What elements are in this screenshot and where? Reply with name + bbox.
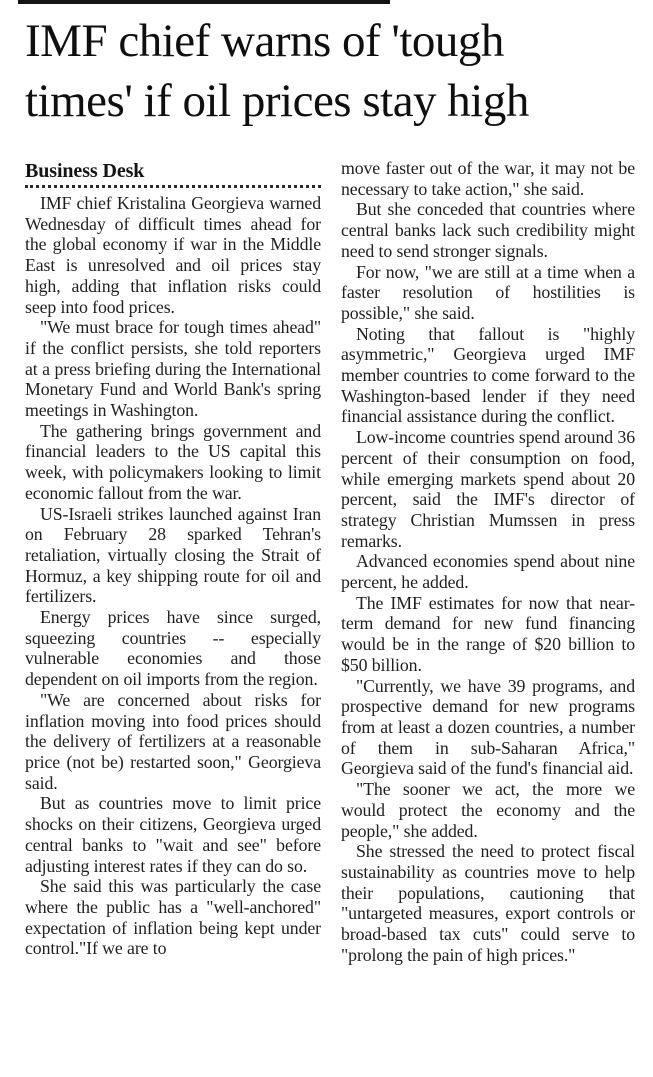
article-paragraph: IMF chief Kristalina Georgieva warned Wednesday of difficult times ahead for the global economy if war in the Middle East is unresolved and oil prices stay high, adding that inflation risks could seep into food prices. — [25, 193, 321, 317]
article-paragraph: She said this was particularly the case where the public has a "well-anchored" expectation of inflation being kept under control."If we are to — [25, 876, 321, 959]
article-paragraph: But she conceded that countries where central banks lack such credibility might need to send stronger signals. — [341, 199, 635, 261]
article-paragraph: She stressed the need to protect fiscal sustainability as countries move to help their populations, cautioning that "untargeted measures, export controls or broad-based tax cuts" could serve to "prolong the pain of high prices." — [341, 841, 635, 965]
article-headline — [25, 11, 640, 131]
article-paragraph: The IMF estimates for now that near-term demand for new fund financing would be in the range of $20 billion to $50 billion. — [341, 592, 635, 675]
article-paragraph: Noting that fallout is "highly asymmetric," Georgieva urged IMF member countries to come forward to the Washington-based lender if they need financial assistance during the conflict. — [341, 323, 635, 427]
left-column-paragraphs — [25, 193, 321, 959]
article-paragraph: "We are concerned about risks for inflation moving into food prices should the delivery of fertilizers at a reasonable price (not be) restarted soon," Georgieva said. — [25, 689, 321, 793]
article-paragraph: Energy prices have since surged, squeezing countries -- especially vulnerable economies and those dependent on oil imports from the region. — [25, 607, 321, 690]
headline-line: IMF chief warns of 'tough — [25, 15, 504, 67]
top-rule — [18, 0, 390, 4]
article-paragraph: But as countries move to limit price shocks on their citizens, Georgieva urged central banks to "wait and see" before adjusting interest rates if they can do so. — [25, 793, 321, 876]
article-paragraph: US-Israeli strikes launched against Iran on February 28 sparked Tehran's retaliation, virtually closing the Strait of Hormuz, a key shipping route for oil and fertilizers. — [25, 503, 321, 607]
article-paragraph: The gathering brings government and financial leaders to the US capital this week, with policymakers looking to limit economic fallout from the war. — [25, 420, 321, 503]
article-paragraph: "The sooner we act, the more we would protect the economy and the people," she added. — [341, 779, 635, 841]
right-column-paragraphs — [341, 158, 635, 965]
article-paragraph: move faster out of the war, it may not be necessary to take action," she said. — [341, 158, 635, 199]
article-column-right — [341, 158, 635, 965]
article-paragraph: "We must brace for tough times ahead" if the conflict persists, she told reporters at a press briefing during the International Monetary Fund and World Bank's spring meetings in Washington. — [25, 317, 321, 421]
article-paragraph: Low-income countries spend around 36 percent of their consumption on food, while emerging markets spend about 20 percent, said the IMF's director of strategy Christian Mumssen in press remarks. — [341, 427, 635, 551]
article-paragraph: "Currently, we have 39 programs, and prospective demand for new programs from at least a dozen countries, a number of them in sub-Saharan Africa," Georgieva said of the fund's financial aid. — [341, 675, 635, 779]
byline: Business Desk — [25, 160, 321, 188]
article-paragraph: Advanced economies spend about nine percent, he added. — [341, 551, 635, 593]
headline-line: times' if oil prices stay high — [25, 75, 529, 127]
article-paragraph: For now, "we are still at a time when a faster resolution of hostilities is possible," she said. — [341, 261, 635, 323]
article-column-left — [25, 160, 321, 959]
